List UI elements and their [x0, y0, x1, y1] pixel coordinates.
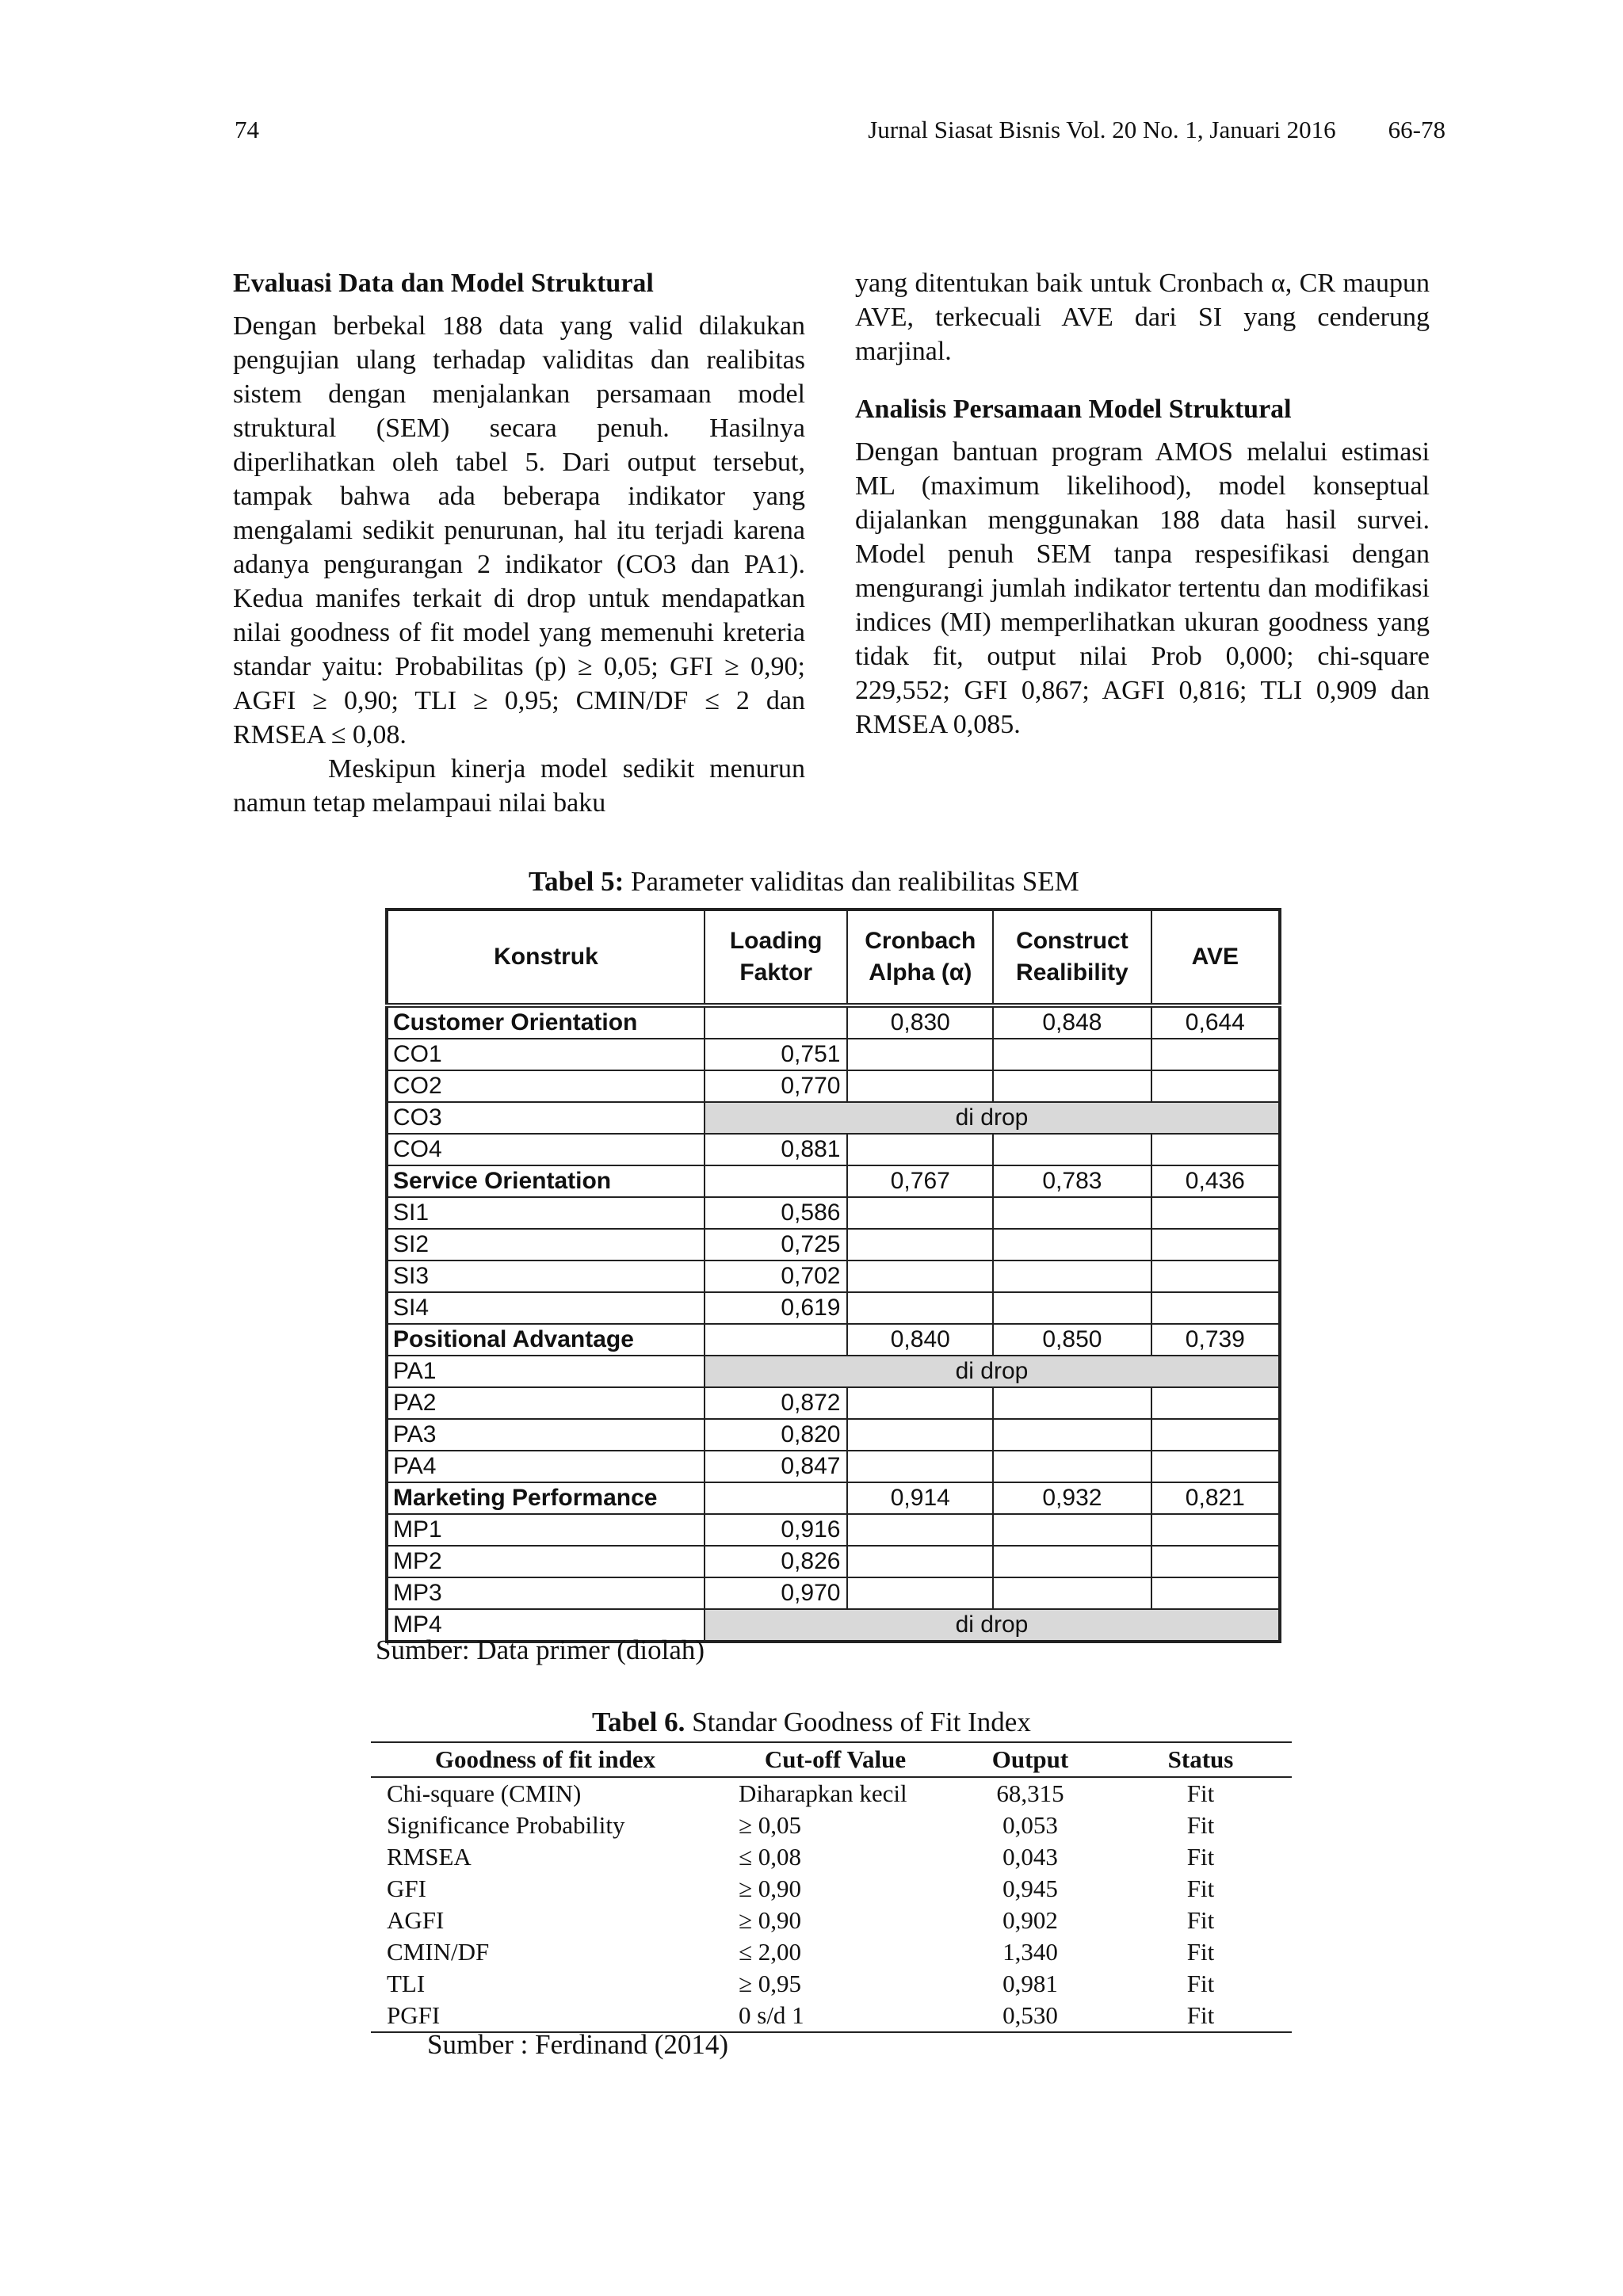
table-cell: CO3 [387, 1102, 705, 1134]
table6-caption-label: Tabel 6. [592, 1707, 685, 1737]
table-cell [993, 1514, 1151, 1546]
table-cell: Fit [1186, 1938, 1215, 1966]
table-row [387, 1546, 1280, 1577]
table-cell: GFI [387, 1875, 426, 1902]
table-row [387, 1482, 1280, 1514]
table-cell [847, 1514, 993, 1546]
table6-source: Sumber : Ferdinand (2014) [427, 2029, 729, 2060]
table-cell: 0,751 [705, 1039, 847, 1070]
table-row [387, 1577, 1280, 1609]
table-cell: Fit [1186, 1875, 1215, 1902]
table-cell: 0,644 [1151, 1005, 1280, 1039]
table-cell [993, 1577, 1151, 1609]
table-cell: Fit [1186, 1779, 1215, 1807]
table-row [387, 1514, 1280, 1546]
paragraph: Meskipun kinerja model sedikit menurun namun tetap melampaui nilai baku [233, 754, 805, 818]
right-column [855, 266, 1430, 742]
table-cell: ≤ 2,00 [739, 1938, 802, 1966]
table-cell: 0,881 [705, 1134, 847, 1165]
paragraph: yang ditentukan baik untuk Cronbach α, CR maupun AVE, terkecuali AVE dari SI yang cenderung marjinal. [855, 269, 1430, 366]
table-cell [705, 1165, 847, 1197]
col-header-cronbach [847, 910, 993, 1005]
header-line: Construct [1016, 928, 1128, 954]
table-row [371, 2000, 1292, 2032]
table-cell: PA3 [387, 1419, 705, 1451]
table-row [371, 1873, 1292, 1905]
table-cell [1151, 1229, 1280, 1261]
table-cell: Fit [1186, 1811, 1215, 1839]
table-cell [993, 1229, 1151, 1261]
table-cell [993, 1197, 1151, 1229]
table-cell: ≥ 0,90 [739, 1875, 802, 1902]
table-row [387, 1197, 1280, 1229]
table-cell: PGFI [371, 2000, 720, 2032]
paragraph: Dengan berbekal 188 data yang valid dilakukan pengujian ulang terhadap validitas dan realibitas sistem dengan menjalankan persamaan model struktural (SEM) secara penuh. Hasilnya diperlihatkan oleh tabel 5. Dari output tersebut, tampak bahwa ada beberapa indikator yang mengalami sedikit penurunan, hal itu terjadi karena adanya pengurangan 2 indikator (CO3 dan PA1). Kedua manifes terkait di drop untuk mendapatkan nilai goodness of fit model yang memenuhi kreteria standar yaitu: Probabilitas (p) ≥ 0,05; GFI ≥ 0,90; AGFI ≥ 0,90; TLI ≥ 0,95; CMIN/DF ≤ 2 dan RMSEA ≤ 0,08. [233, 311, 805, 749]
col-header-cutoff: Cut-off Value [720, 1742, 951, 1777]
table-cell: Significance Probability [387, 1811, 625, 1839]
col-header-cr [993, 910, 1151, 1005]
paragraph: Dengan bantuan program AMOS melalui estimasi ML (maximum likelihood), model konseptual dijalankan menggunakan 188 data hasil survei. Model penuh SEM tanpa respesifikasi dengan mengurangi jumlah indikator tertentu dan modifikasi indices (MI) memperlihatkan ukuran goodness yang tidak fit, output nilai Prob 0,000; chi-square 229,552; GFI 0,867; AGFI 0,816; TLI 0,909 dan RMSEA 0,085. [855, 437, 1430, 739]
table-cell [847, 1577, 993, 1609]
table-cell: 0 s/d 1 [720, 2000, 951, 2032]
table-row [371, 1841, 1292, 1873]
table-cell: RMSEA [387, 1843, 472, 1871]
table-cell: 0,902 [1002, 1906, 1058, 1934]
table-cell [993, 1134, 1151, 1165]
col-header-loading [705, 910, 847, 1005]
table-cell: ≥ 0,05 [739, 1811, 802, 1839]
table-cell: 0,436 [1151, 1165, 1280, 1197]
validity-reliability-table [385, 908, 1281, 1643]
table-row [387, 1324, 1280, 1356]
table-row [387, 1229, 1280, 1261]
table-row [387, 1165, 1280, 1197]
table-cell: 0,702 [705, 1261, 847, 1292]
table-row [387, 1070, 1280, 1102]
table5-caption-label: Tabel 5: [529, 866, 624, 897]
header-line: Faktor [739, 959, 813, 986]
table-row [387, 1005, 1280, 1039]
table-cell: MP4 [387, 1609, 705, 1642]
table-cell: Positional Advantage [387, 1324, 705, 1356]
table-cell: 0,767 [847, 1165, 993, 1197]
table-cell: AGFI [387, 1906, 445, 1934]
table-cell [1151, 1419, 1280, 1451]
table-cell: 0,783 [993, 1165, 1151, 1197]
table-cell: MP2 [387, 1546, 705, 1577]
table-cell [847, 1070, 993, 1102]
table-cell: 0,739 [1151, 1324, 1280, 1356]
table-cell: 0,586 [705, 1197, 847, 1229]
table-cell: 0,619 [705, 1292, 847, 1324]
table-row [387, 1356, 1280, 1387]
table-cell: Fit [1109, 2000, 1292, 2032]
page-range: 66-78 [1388, 116, 1445, 143]
table-cell [847, 1229, 993, 1261]
journal-title: Jurnal Siasat Bisnis Vol. 20 No. 1, Januari 2016 [868, 116, 1336, 143]
table-cell [1151, 1134, 1280, 1165]
table-cell: 0,830 [847, 1005, 993, 1039]
table6-caption-text: Standar Goodness of Fit Index [685, 1707, 1031, 1737]
table-row [371, 1810, 1292, 1841]
table-row [371, 1777, 1292, 1810]
table-cell: PA4 [387, 1451, 705, 1482]
table-cell: PA2 [387, 1387, 705, 1419]
section-heading-evaluasi: Evaluasi Data dan Model Struktural [233, 269, 654, 298]
table-cell [993, 1451, 1151, 1482]
table-cell: di drop [705, 1609, 1280, 1642]
table-cell: 0,932 [993, 1482, 1151, 1514]
table-cell: ≥ 0,95 [739, 1970, 802, 1997]
table-cell: 0,053 [1002, 1811, 1058, 1839]
table-cell [1151, 1451, 1280, 1482]
table-cell [847, 1261, 993, 1292]
table-cell [993, 1387, 1151, 1419]
table-cell: di drop [705, 1102, 1280, 1134]
table-cell: Chi-square (CMIN) [387, 1779, 582, 1807]
table-cell [993, 1419, 1151, 1451]
table-cell: 0,725 [705, 1229, 847, 1261]
table-cell [847, 1039, 993, 1070]
table-cell: ≥ 0,90 [739, 1906, 802, 1934]
table-row [387, 1261, 1280, 1292]
table-cell [847, 1134, 993, 1165]
table-cell [847, 1451, 993, 1482]
table-cell [1151, 1577, 1280, 1609]
table-cell: CO1 [387, 1039, 705, 1070]
table-cell: 0,970 [705, 1577, 847, 1609]
table-cell: Service Orientation [387, 1165, 705, 1197]
table-row [387, 1419, 1280, 1451]
table-cell: di drop [705, 1356, 1280, 1387]
table-cell [1151, 1197, 1280, 1229]
table-cell [1151, 1292, 1280, 1324]
col-header-status: Status [1109, 1742, 1292, 1777]
table-cell: Diharapkan kecil [739, 1779, 907, 1807]
table-cell [847, 1419, 993, 1451]
header-line: Realibility [1016, 959, 1128, 986]
table-cell: SI1 [387, 1197, 705, 1229]
table-row [371, 1968, 1292, 2000]
table-cell [993, 1292, 1151, 1324]
table-cell [993, 1039, 1151, 1070]
header-line: Loading [729, 928, 823, 954]
table-cell: 0,916 [705, 1514, 847, 1546]
table-row [371, 1905, 1292, 1936]
table-cell [705, 1324, 847, 1356]
table-cell: 0,872 [705, 1387, 847, 1419]
table-cell [1151, 1039, 1280, 1070]
table-cell: SI2 [387, 1229, 705, 1261]
table-row [387, 1451, 1280, 1482]
table-cell: 1,340 [1002, 1938, 1058, 1966]
table-cell: 0,826 [705, 1546, 847, 1577]
table-cell: 0,914 [847, 1482, 993, 1514]
table-cell: 0,840 [847, 1324, 993, 1356]
page-number: 74 [235, 116, 259, 143]
table-cell: MP3 [387, 1577, 705, 1609]
table-cell: 0,821 [1151, 1482, 1280, 1514]
table-cell [1151, 1070, 1280, 1102]
table-cell: Fit [1186, 1843, 1215, 1871]
header-line: Alpha (α) [869, 959, 972, 986]
table-cell [705, 1005, 847, 1039]
col-header-ave: AVE [1151, 910, 1280, 1005]
table6-caption [592, 1707, 1031, 1738]
table-cell [847, 1292, 993, 1324]
table5-caption-text: Parameter validitas dan realibilitas SEM [624, 866, 1079, 897]
table-cell [993, 1070, 1151, 1102]
table-cell: 0,981 [1002, 1970, 1058, 1997]
table-row [371, 1936, 1292, 1968]
table-cell: Customer Orientation [387, 1005, 705, 1039]
table-cell: PA1 [387, 1356, 705, 1387]
goodness-of-fit-table [371, 1741, 1292, 2033]
table-cell: CMIN/DF [387, 1938, 490, 1966]
table-cell: 0,850 [993, 1324, 1151, 1356]
table-cell [847, 1387, 993, 1419]
table-cell [705, 1482, 847, 1514]
left-column [233, 266, 805, 820]
table-row [387, 1387, 1280, 1419]
table-cell [847, 1197, 993, 1229]
table-cell: 0,848 [993, 1005, 1151, 1039]
table-cell: Fit [1186, 1906, 1215, 1934]
table-cell: 0,945 [1002, 1875, 1058, 1902]
section-heading-analisis: Analisis Persamaan Model Struktural [855, 395, 1292, 424]
table-row [387, 1102, 1280, 1134]
table-cell: ≤ 0,08 [739, 1843, 802, 1871]
col-header-konstruk: Konstruk [387, 910, 705, 1005]
table-cell [1151, 1546, 1280, 1577]
table-cell: Fit [1186, 1970, 1215, 1997]
table-cell: CO4 [387, 1134, 705, 1165]
table-cell: Marketing Performance [387, 1482, 705, 1514]
table-cell: 0,820 [705, 1419, 847, 1451]
col-header-index: Goodness of fit index [371, 1742, 720, 1777]
table-cell: 0,043 [1002, 1843, 1058, 1871]
running-header [868, 116, 1445, 144]
header-line: Cronbach [865, 928, 976, 954]
table-cell: SI4 [387, 1292, 705, 1324]
table5-source: Sumber: Data primer (diolah) [376, 1634, 705, 1665]
table5-caption [529, 866, 1079, 898]
table-cell: 68,315 [996, 1779, 1064, 1807]
table-cell: 0,530 [951, 2000, 1109, 2032]
table-cell [847, 1546, 993, 1577]
table-cell: MP1 [387, 1514, 705, 1546]
table-cell: CO2 [387, 1070, 705, 1102]
table-cell [1151, 1387, 1280, 1419]
table-row [387, 1292, 1280, 1324]
table-row [387, 1039, 1280, 1070]
table-cell: TLI [387, 1970, 426, 1997]
table-cell [993, 1546, 1151, 1577]
table-cell: SI3 [387, 1261, 705, 1292]
table-row [387, 1134, 1280, 1165]
table-cell [1151, 1514, 1280, 1546]
table-cell: 0,770 [705, 1070, 847, 1102]
table-cell: 0,847 [705, 1451, 847, 1482]
table-cell [993, 1261, 1151, 1292]
table-cell [1151, 1261, 1280, 1292]
col-header-output: Output [951, 1742, 1109, 1777]
